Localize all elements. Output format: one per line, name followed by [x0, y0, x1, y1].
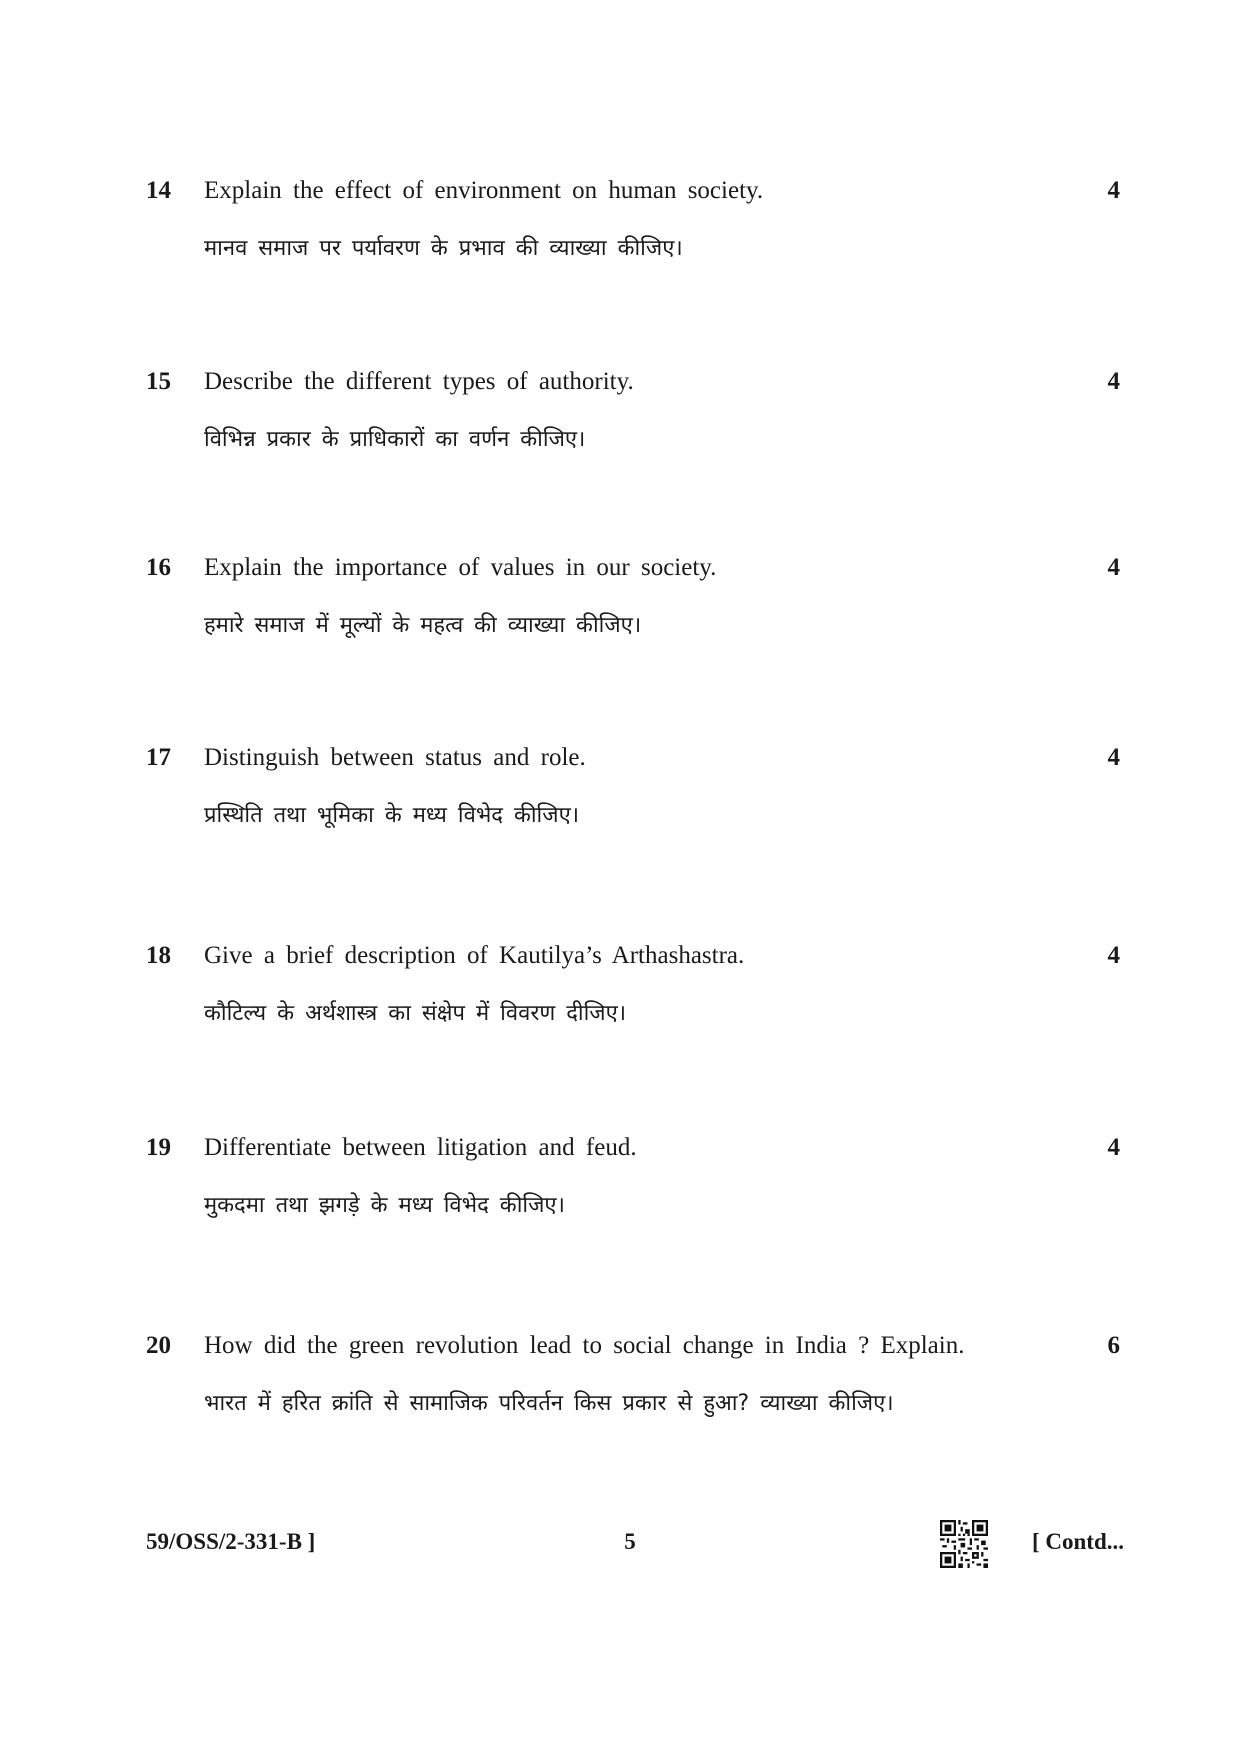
question-marks: 4: [1107, 744, 1120, 771]
question-text-english: How did the green revolution lead to social change in India ? Explain.: [204, 1332, 965, 1359]
question-number: 16: [146, 554, 171, 581]
question-text-hindi: भारत में हरित क्रांति से सामाजिक परिवर्तन किस प्रकार से हुआ? व्याख्या कीजिए।: [204, 1391, 894, 1416]
question-number: 19: [146, 1134, 171, 1161]
question-number: 17: [146, 744, 171, 771]
question-marks: 4: [1107, 554, 1120, 581]
question-text-english: Differentiate between litigation and feud.: [204, 1134, 637, 1161]
question-marks: 4: [1107, 368, 1120, 395]
question-marks: 4: [1107, 1134, 1120, 1161]
page-number: 5: [624, 1529, 636, 1554]
question-text-english: Explain the importance of values in our society.: [204, 554, 717, 581]
question-marks: 4: [1107, 177, 1120, 204]
question-marks: 6: [1107, 1332, 1120, 1359]
question-text-hindi: प्रस्थिति तथा भूमिका के मध्य विभेद कीजिए।: [204, 803, 580, 828]
question-text-hindi: मुकदमा तथा झगड़े के मध्य विभेद कीजिए।: [204, 1193, 565, 1218]
question-number: 15: [146, 368, 171, 395]
question-number: 14: [146, 177, 171, 204]
question-text-hindi: हमारे समाज में मूल्यों के महत्व की व्याख्या कीजिए।: [204, 613, 642, 638]
question-marks: 4: [1107, 942, 1120, 969]
continued-label: [ Contd...: [1031, 1529, 1124, 1554]
question-text-english: Distinguish between status and role.: [204, 744, 586, 771]
question-number: 20: [146, 1332, 171, 1359]
qr-code-icon: [940, 1520, 988, 1568]
question-text-hindi: मानव समाज पर पर्यावरण के प्रभाव की व्याख्या कीजिए।: [204, 236, 683, 261]
question-text-english: Describe the different types of authority.: [204, 368, 634, 395]
page-footer: [0, 1527, 1240, 1567]
question-text-english: Give a brief description of Kautilya’s Arthashastra.: [204, 942, 745, 969]
question-text-english: Explain the effect of environment on human society.: [204, 177, 764, 204]
paper-code: 59/OSS/2-331-B ]: [146, 1529, 316, 1554]
question-text-hindi: कौटिल्य के अर्थशास्त्र का संक्षेप में विवरण दीजिए।: [204, 1001, 627, 1026]
question-text-hindi: विभिन्न प्रकार के प्राधिकारों का वर्णन कीजिए।: [204, 427, 586, 452]
question-number: 18: [146, 942, 171, 969]
